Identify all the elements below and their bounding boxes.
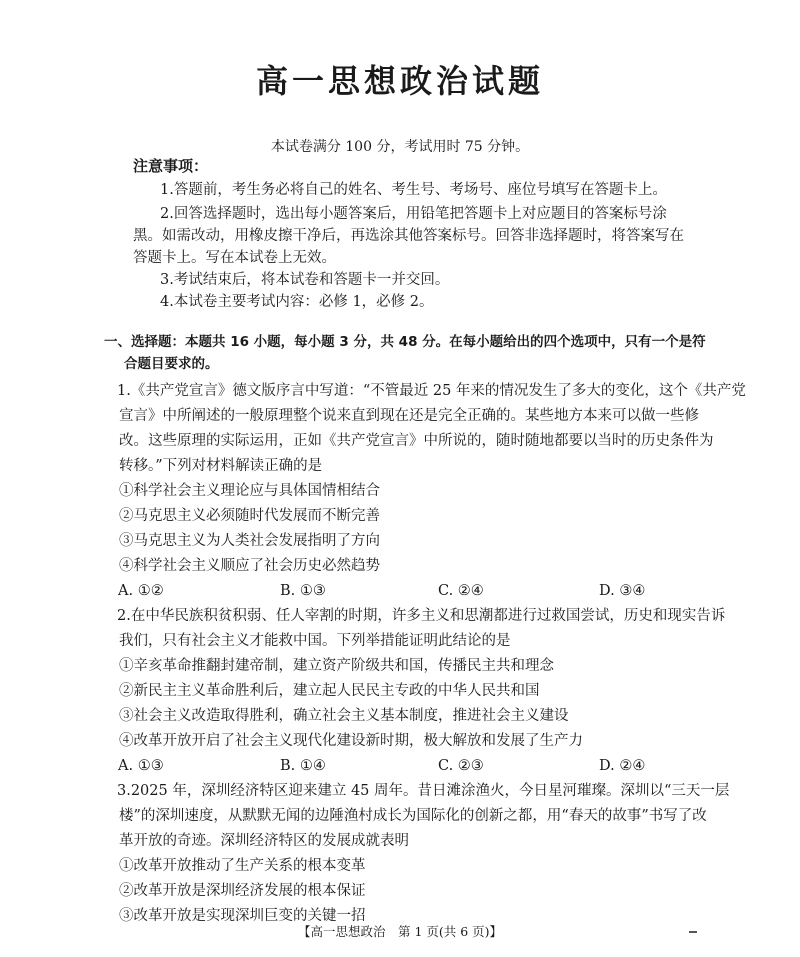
option-c: C. ②③ <box>438 758 484 774</box>
notice-heading: 注意事项： <box>133 157 209 175</box>
question-3-item: ①改革开放推动了生产关系的根本变革 <box>119 858 366 874</box>
question-3-stem: 3.2025 年，深圳经济特区迎来建立 45 周年。昔日滩涂渔火，今日星河璀璨。深圳以“三天一层 <box>117 783 730 799</box>
question-2-stem: 2.在中华民族积贫积弱、任人宰割的时期，许多主义和思潮都进行过救国尝试，历史和现实告诉 <box>117 608 726 624</box>
question-3-item: ③改革开放是实现深圳巨变的关键一招 <box>119 908 366 924</box>
question-2-item: ②新民主主义革命胜利后，建立起人民民主专政的中华人民共和国 <box>119 683 540 699</box>
option-d: D. ③④ <box>599 583 646 599</box>
option-c: C. ②④ <box>438 583 484 599</box>
question-3-item: ②改革开放是深圳经济发展的根本保证 <box>119 883 366 899</box>
question-1-item: ④科学社会主义顺应了社会历史必然趋势 <box>119 558 380 574</box>
corner-mark <box>689 931 697 933</box>
question-2-item: ③社会主义改造取得胜利，确立社会主义基本制度，推进社会主义建设 <box>119 708 569 724</box>
question-3-stem: 革开放的奇迹。深圳经济特区的发展成就表明 <box>119 833 409 849</box>
question-2-item: ①辛亥革命推翻封建帝制，建立资产阶级共和国，传播民主共和理念 <box>119 658 554 674</box>
page-title: 高一思想政治试题 <box>255 62 544 100</box>
section-heading-continued: 合题目要求的。 <box>124 356 219 372</box>
question-1-stem: 改。这些原理的实际运用，正如《共产党宣言》中所说的，随时随地都要以当时的历史条件为 <box>119 433 714 449</box>
option-d: D. ②④ <box>599 758 646 774</box>
question-1-stem: 宣言》中所阐述的一般原理整个说来直到现在还是完全正确的。某些地方本来可以做一些修 <box>119 408 699 424</box>
notice-line: 黑。如需改动，用橡皮擦干净后，再选涂其他答案标号。回答非选择题时，将答案写在 <box>133 228 684 244</box>
question-1-stem: 转移。”下列对材料解读正确的是 <box>119 458 323 474</box>
option-b: B. ①④ <box>280 758 326 774</box>
notice-line: 答题卡上。写在本试卷上无效。 <box>133 250 336 266</box>
question-3-stem: 楼”的深圳速度，从默默无闻的边陲渔村成长为国际化的创新之都，用“春天的故事”书写了改 <box>119 808 707 824</box>
exam-instructions-summary: 本试卷满分 100 分，考试用时 75 分钟。 <box>270 139 530 155</box>
question-1-stem: 1.《共产党宣言》德文版序言中写道：“不管最近 25 年来的情况发生了多大的变化，这个《共产党 <box>117 383 746 399</box>
page-footer: 【高一思想政治 第 1 页(共 6 页)】 <box>297 924 503 939</box>
section-heading: 一、选择题：本题共 16 小题，每小题 3 分，共 48 分。在每小题给出的四个选项中，只有一个是符 <box>104 334 706 350</box>
question-1-item: ③马克思主义为人类社会发展指明了方向 <box>119 533 380 549</box>
option-b: B. ①③ <box>280 583 326 599</box>
question-2-stem: 我们，只有社会主义才能救中国。下列举措能证明此结论的是 <box>119 633 511 649</box>
notice-line: 3.考试结束后，将本试卷和答题卡一并交回。 <box>160 272 450 288</box>
question-2-item: ④改革开放开启了社会主义现代化建设新时期，极大解放和发展了生产力 <box>119 733 583 749</box>
notice-line: 2.回答选择题时，选出每小题答案后，用铅笔把答题卡上对应题目的答案标号涂 <box>160 206 667 222</box>
notice-line: 1.答题前，考生务必将自己的姓名、考生号、考场号、座位号填写在答题卡上。 <box>160 182 667 198</box>
option-a: A. ①② <box>118 583 164 599</box>
question-1-item: ①科学社会主义理论应与具体国情相结合 <box>119 483 380 499</box>
notice-line: 4.本试卷主要考试内容：必修 1，必修 2。 <box>160 294 434 310</box>
question-1-item: ②马克思主义必须随时代发展而不断完善 <box>119 508 380 524</box>
option-a: A. ①③ <box>118 758 164 774</box>
